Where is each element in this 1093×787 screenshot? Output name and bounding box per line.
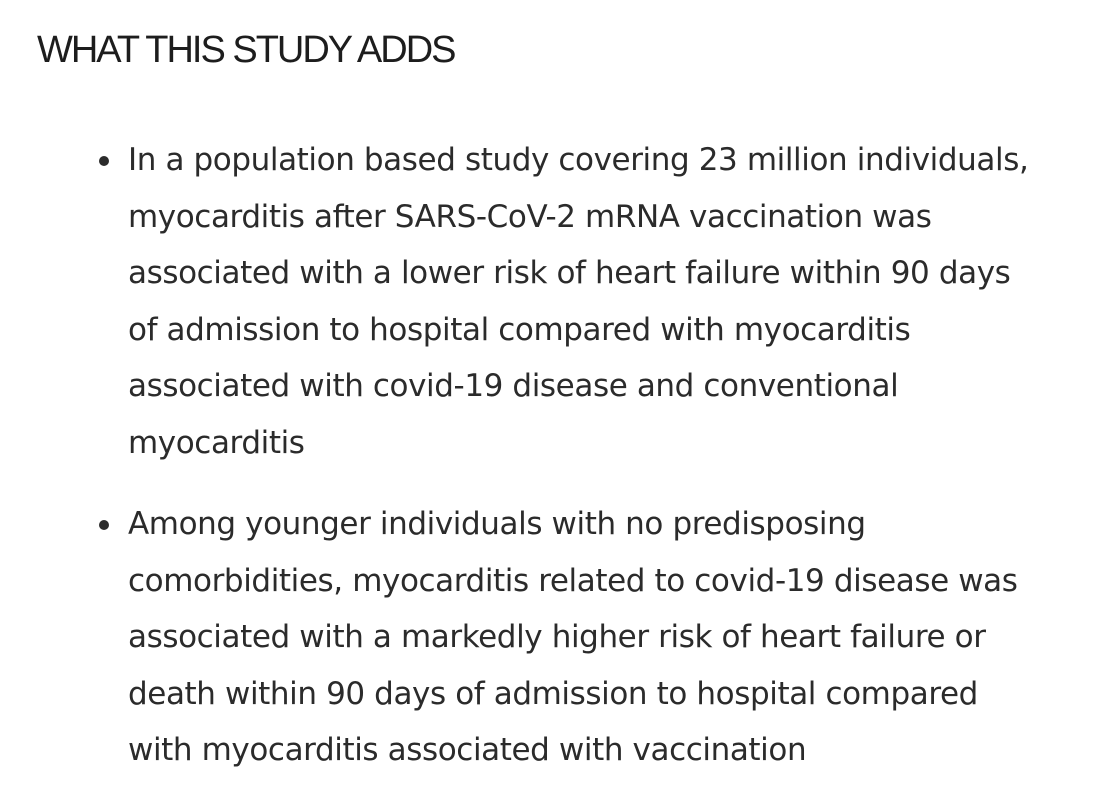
list-item <box>128 496 1063 779</box>
list-item-text-line: death within 90 days of admission to hospital compared <box>128 675 978 712</box>
list-item-text-line: of admission to hospital compared with myocarditis <box>128 311 911 348</box>
list-item-text-line: associated with a markedly higher risk of heart failure or <box>128 619 986 655</box>
findings-list <box>128 132 1063 787</box>
list-item-text-line: myocarditis <box>128 424 305 461</box>
section-heading: WHAT THIS STUDY ADDS <box>37 29 455 71</box>
list-item-text-line: associated with covid-19 disease and conventional <box>128 368 899 404</box>
bullet-icon <box>99 520 109 530</box>
list-item-text-line: comorbidities, myocarditis related to covid-19 disease was <box>128 562 1018 599</box>
list-item <box>128 132 1063 471</box>
bullet-icon <box>99 156 109 166</box>
list-item-text-line: with myocarditis associated with vaccination <box>128 732 807 768</box>
list-item-text-line: In a population based study covering 23 million individuals, <box>128 142 1029 178</box>
list-item-text-line: associated with a lower risk of heart failure within 90 days <box>128 255 1011 291</box>
list-item-text-line: myocarditis after SARS-CoV-2 mRNA vaccination was <box>128 198 932 235</box>
list-item-text-line: Among younger individuals with no predisposing <box>128 506 866 542</box>
